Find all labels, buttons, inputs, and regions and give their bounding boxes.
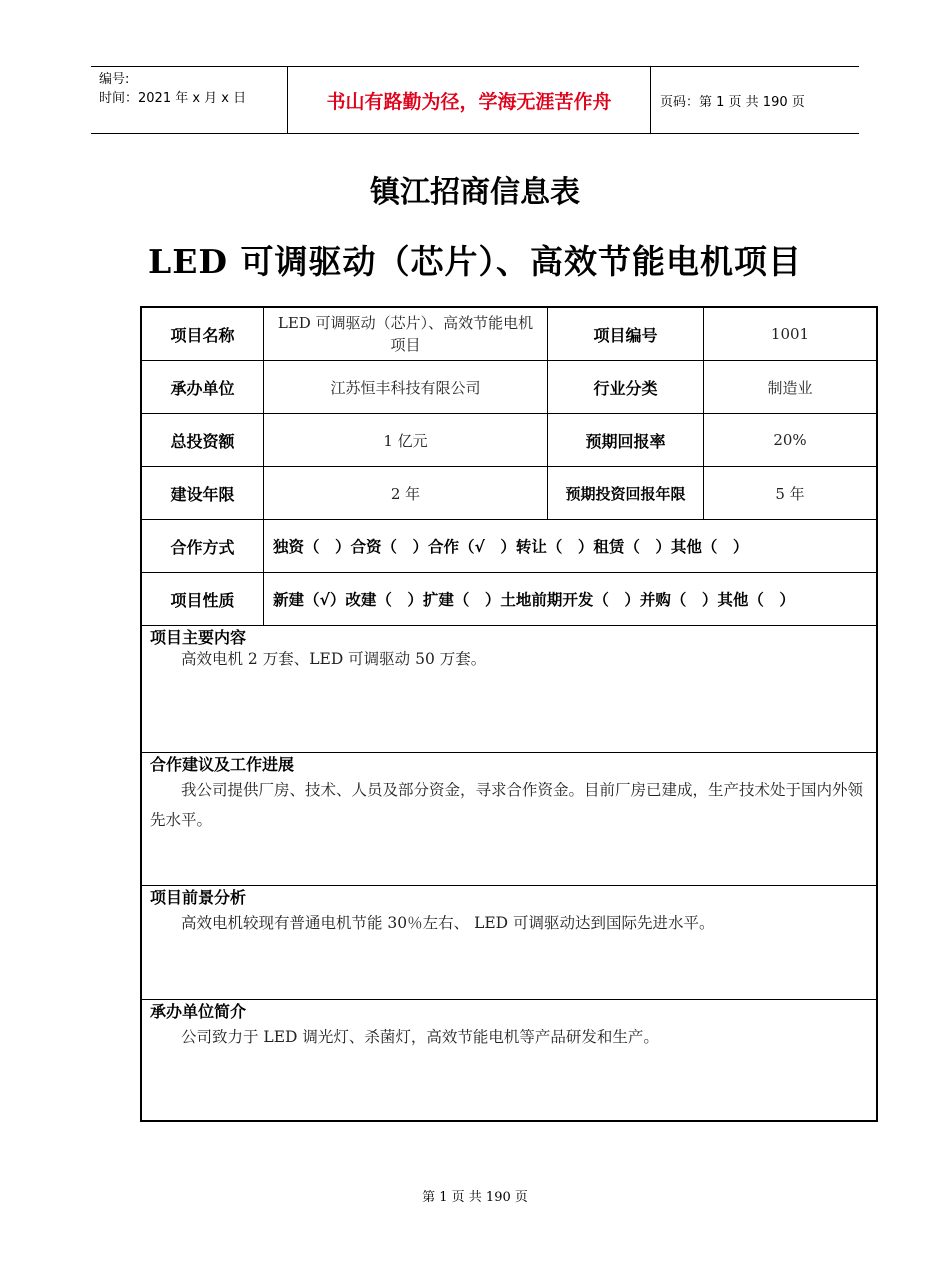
document-title: 镇江招商信息表 [370, 175, 580, 210]
nature-options: 新建（√）改建（ ）扩建（ ）土地前期开发（ ）并购（ ）其他（ ） [273, 591, 795, 609]
field-value: 江苏恒丰科技有限公司 [264, 361, 548, 413]
field-label: 行业分类 [548, 361, 704, 413]
table-row-nature [142, 573, 876, 626]
field-label: 建设年限 [142, 467, 264, 519]
info-table [140, 306, 878, 1122]
table-row [142, 414, 876, 467]
field-label: 项目编号 [548, 308, 704, 360]
table-row [142, 361, 876, 414]
field-value: 1 亿元 [264, 414, 548, 466]
section-body: 我公司提供厂房、技术、人员及部分资金，寻求合作资金。目前厂房已建成，生产技术处于国内外领先水平。 [150, 781, 864, 829]
number-label: 编号: [99, 72, 130, 87]
section-body: 高效电机 2 万套、LED 可调驱动 50 万套。 [181, 650, 487, 668]
field-label: 项目性质 [142, 573, 264, 625]
section-cooperation-progress [142, 753, 876, 886]
field-label: 承办单位 [142, 361, 264, 413]
table-row [142, 467, 876, 520]
section-title: 项目前景分析 [150, 888, 247, 907]
section-title: 项目主要内容 [150, 628, 247, 647]
time-label: 时间：2021 年 x 月 x 日 [99, 91, 247, 106]
header-motto: 书山有路勤为径，学海无涯苦作舟 [287, 67, 651, 133]
table-row-cooperation [142, 520, 876, 573]
page-header [91, 66, 859, 134]
page-footer: 第 1 页 共 190 页 [422, 1190, 528, 1205]
field-value: LED 可调驱动（芯片）、高效节能电机项目 [264, 308, 548, 360]
field-value: 2 年 [264, 467, 548, 519]
section-prospect [142, 886, 876, 1000]
field-label: 合作方式 [142, 520, 264, 572]
section-title: 承办单位简介 [150, 1002, 247, 1021]
header-meta [91, 67, 287, 133]
field-value: 20% [773, 431, 807, 449]
section-title: 合作建议及工作进展 [150, 755, 295, 774]
field-label: 预期投资回报年限 [548, 467, 704, 519]
field-value: 5 年 [775, 484, 805, 503]
section-company-intro [142, 1000, 876, 1052]
field-label: 项目名称 [142, 308, 264, 360]
section-body: 公司致力于 LED 调光灯、杀菌灯，高效节能电机等产品研发和生产。 [181, 1028, 659, 1046]
field-label: 预期回报率 [548, 414, 704, 466]
header-page-number: 页码：第 1 页 共 190 页 [660, 94, 805, 110]
cooperation-options: 独资（ ）合资（ ）合作（√ ）转让（ ）租赁（ ）其他（ ） [273, 538, 749, 556]
field-value: 制造业 [767, 378, 813, 397]
field-label: 总投资额 [142, 414, 264, 466]
table-row [142, 308, 876, 361]
project-title: LED 可调驱动（芯片）、高效节能电机项目 [148, 242, 802, 281]
section-main-content [142, 626, 876, 753]
section-body: 高效电机较现有普通电机节能 30％左右、 LED 可调驱动达到国际先进水平。 [181, 914, 715, 932]
field-value: 1001 [770, 325, 810, 343]
